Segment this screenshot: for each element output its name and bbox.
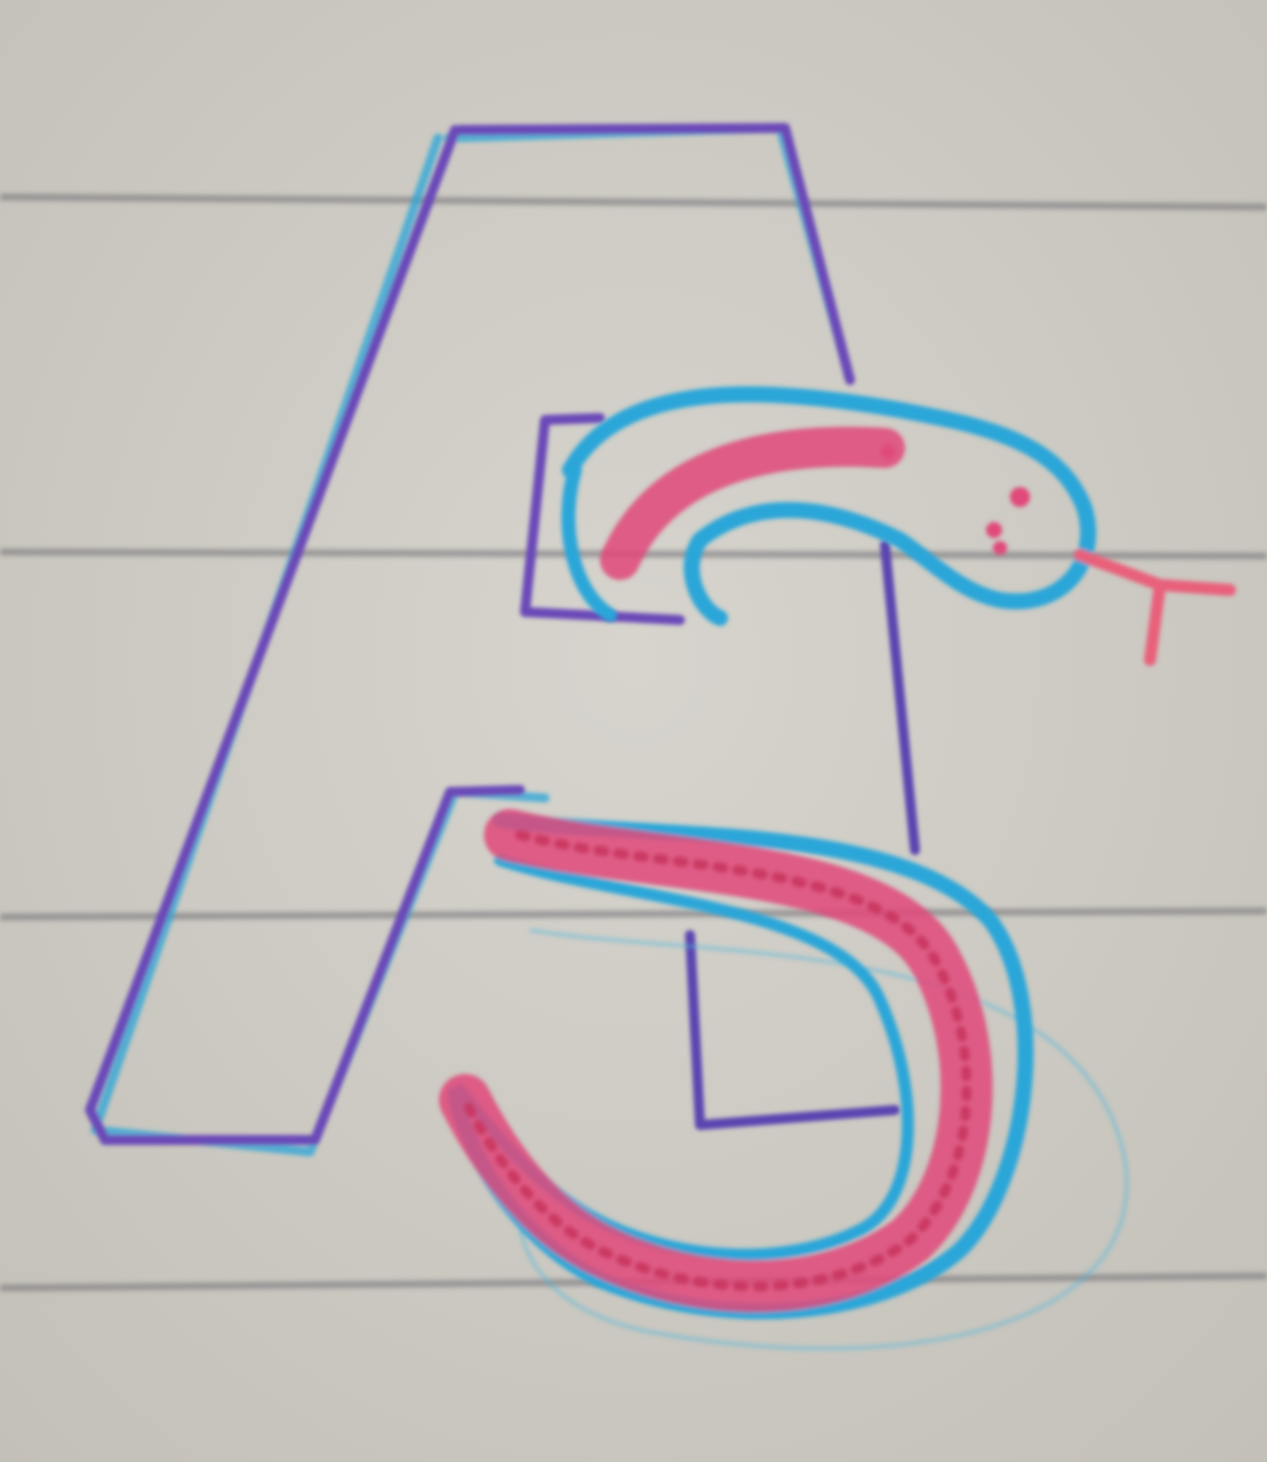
- snake-eye-1: [1010, 487, 1030, 507]
- snake-eye-3: [993, 541, 1007, 555]
- snake-nostril: [881, 445, 895, 459]
- snake-eye-2: [986, 522, 1002, 538]
